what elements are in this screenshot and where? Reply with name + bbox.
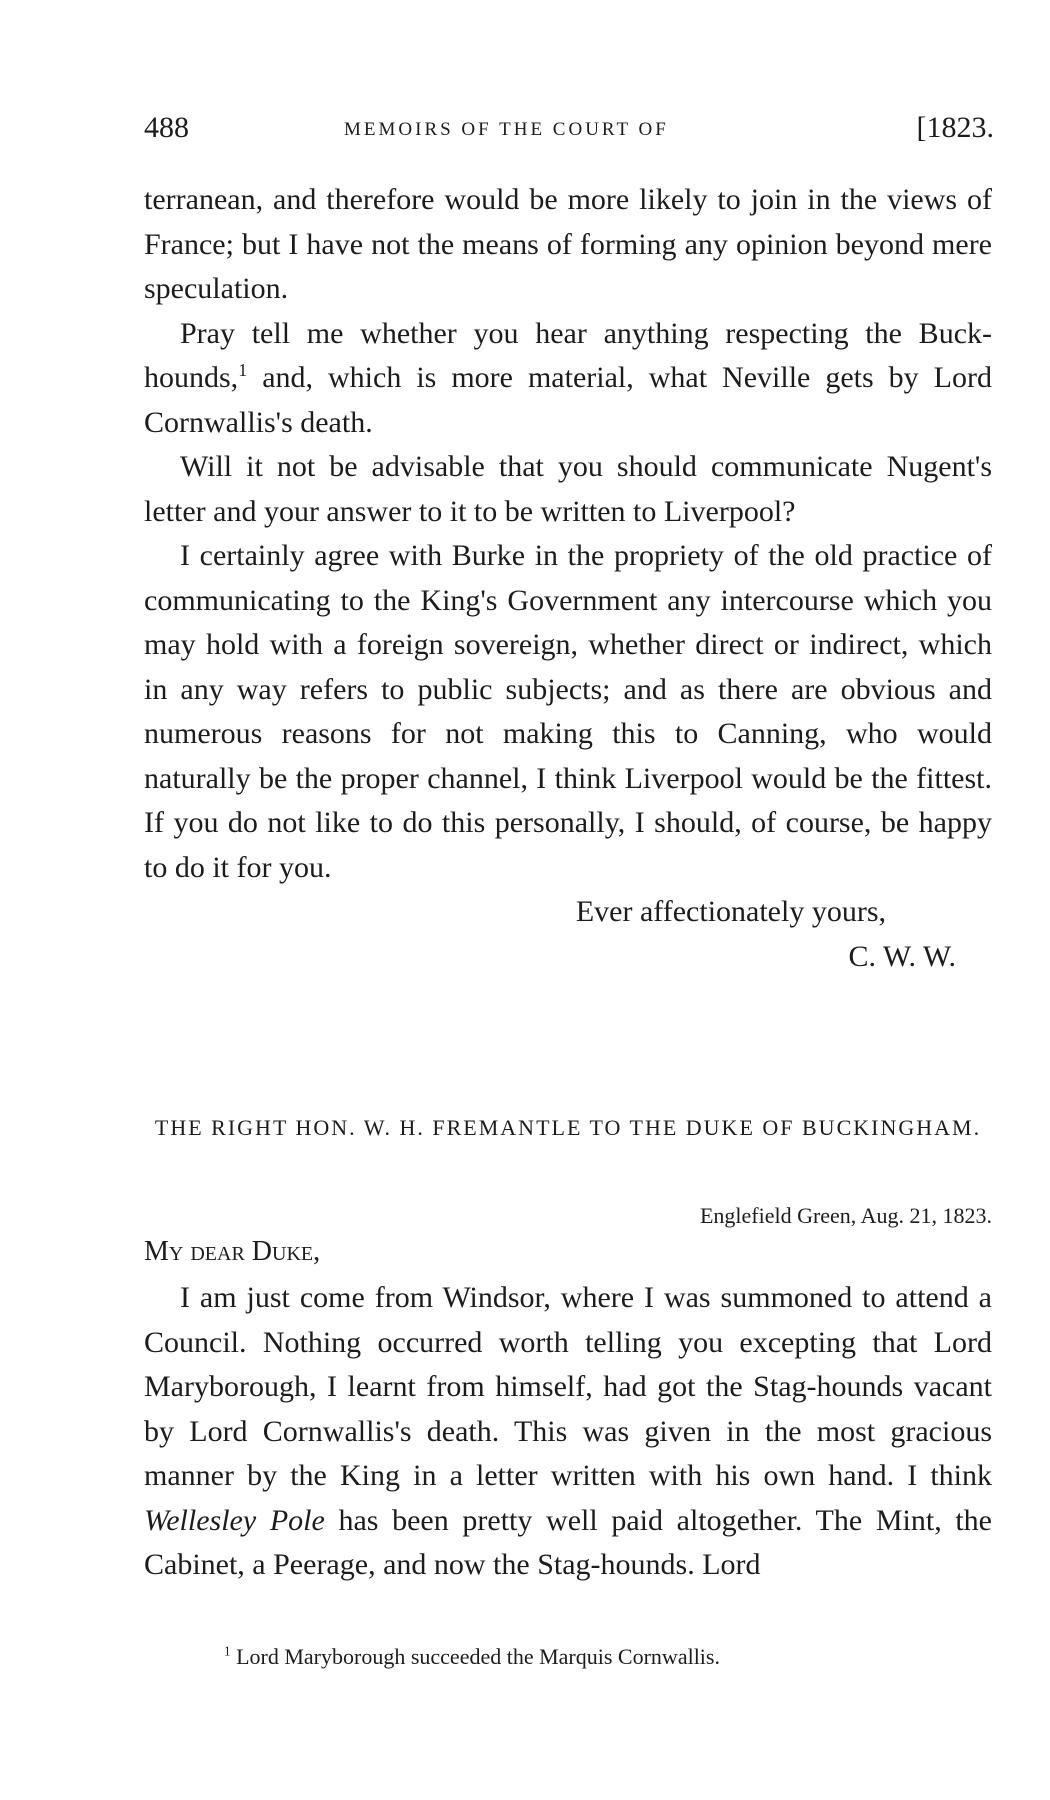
- page-number: 488: [144, 111, 189, 144]
- italic-name: Wellesley Pole: [144, 1503, 325, 1537]
- running-title: MEMOIRS OF THE COURT OF: [344, 119, 669, 140]
- dateline: Englefield Green, Aug. 21, 1823.: [699, 1203, 992, 1228]
- footnote: [224, 1642, 984, 1672]
- letter-1-body: [144, 178, 992, 979]
- closing: Ever affectionately yours,: [575, 895, 886, 928]
- letter-2-heading: THE RIGHT HON. W. H. FREMANTLE TO THE DUKE OF BUCKINGHAM.: [154, 1115, 982, 1140]
- paragraph: Will it not be advisable that you should communicate Nugent's letter and your answer to it to be written to Liverpool?: [144, 450, 992, 528]
- running-year: [1823.: [916, 111, 994, 144]
- paragraph: I certainly agree with Burke in the propriety of the old practice of communicating to the King's Government any intercourse which you may hold with a foreign sovereign, whether direct or indirect, which in any way refers to public subjects; and as there are obvious and numerous reasons for not making this to Canning, who would naturally be the proper channel, I think Liverpool would be the fittest. If you do not like to do this personally, I should, of course, be happy to do it for you.: [144, 539, 992, 884]
- signature: C. W. W.: [848, 939, 956, 973]
- paragraph-text: I am just come from Windsor, where I was summoned to attend a Council. Nothing occurred worth telling you excepting that Lord Maryborough, I learnt from himself, had got the Stag-hounds vacant by Lord Cornwallis's death. This was given in the most gracious manner by the King in a letter written with his own hand. I think: [144, 1281, 992, 1492]
- paragraph: [144, 1276, 992, 1588]
- paragraph-text: Pray tell me whether you hear anything respecting the Buck-hounds,: [144, 316, 992, 394]
- running-head: [144, 108, 994, 148]
- salutation: My dear Duke,: [144, 1236, 321, 1267]
- paragraph: terranean, and therefore would be more likely to join in the views of France; but I have not the means of forming any opinion beyond mere speculation.: [144, 183, 992, 305]
- letter-2-body: [144, 1276, 992, 1588]
- footnote-text: Lord Maryborough succeeded the Marquis Cornwallis.: [236, 1644, 720, 1669]
- paragraph-text: and, which is more material, what Neville gets by Lord Cornwallis's death.: [144, 361, 992, 439]
- paragraph-buck-hounds: [144, 312, 992, 446]
- footnote-number: 1: [224, 1643, 231, 1659]
- paragraph-text: has been pretty well paid altogether. The Mint, the Cabinet, a Peerage, and now the Stag-hounds. Lord: [144, 1503, 992, 1581]
- footnote-marker: 1: [238, 360, 248, 380]
